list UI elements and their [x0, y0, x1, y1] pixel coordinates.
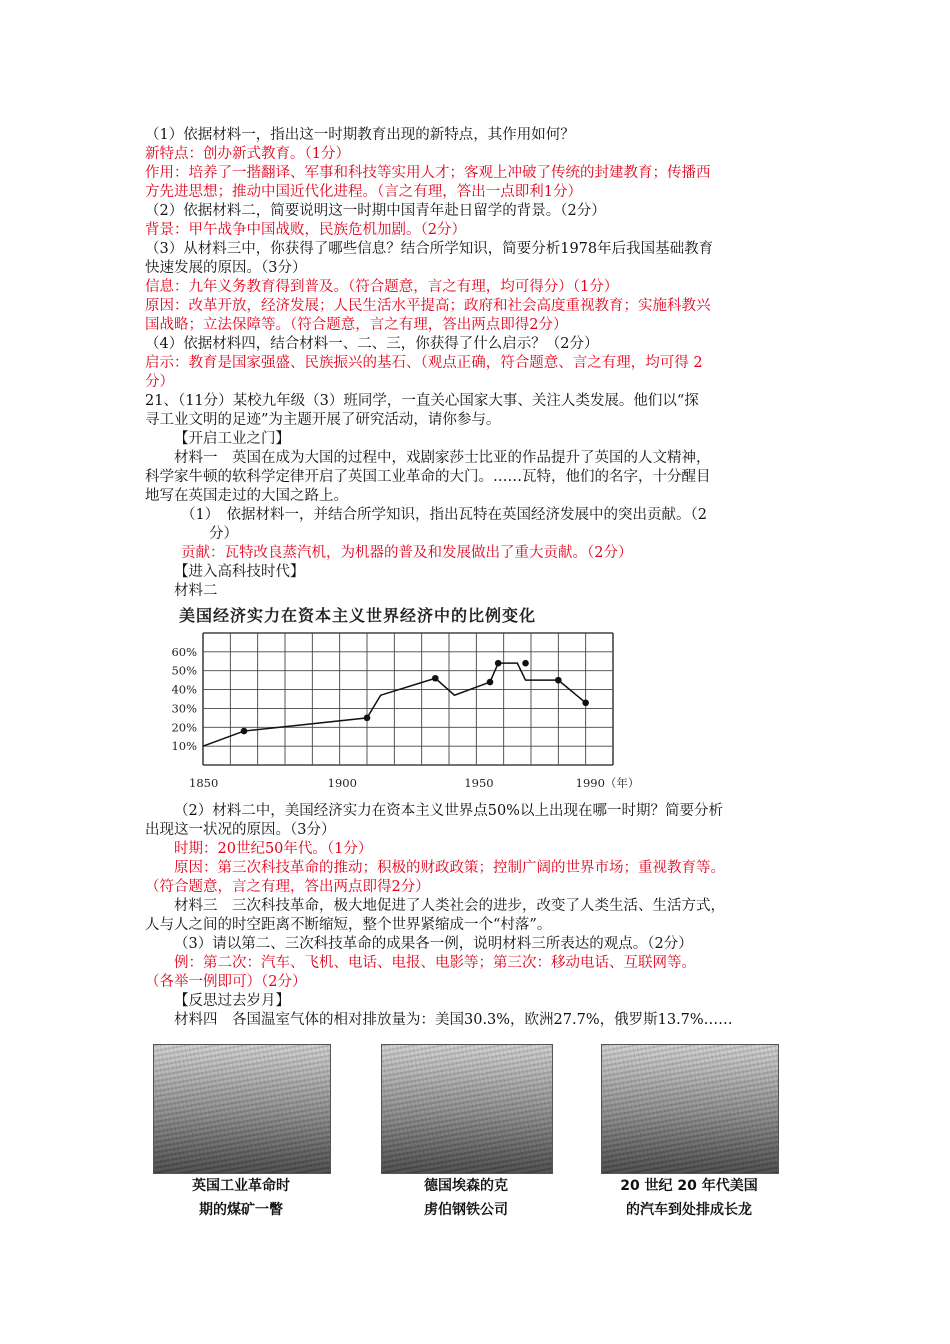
data-point — [364, 715, 371, 722]
x-tick-label: 1990（年） — [575, 776, 640, 790]
answer-insight-2: 分） — [145, 374, 174, 390]
answer-effect-1: 作用：培养了一揩翻译、军事和科技等实用人才；客观上冲破了传统的封建教育；传播西 — [145, 165, 711, 181]
y-tick-label: 60% — [171, 644, 197, 659]
data-point — [487, 679, 494, 686]
y-tick-label: 50% — [171, 663, 197, 678]
answer-information: 信息：九年义务教育得到普及。（符合题意，言之有理，均可得分）（1分） — [145, 279, 619, 295]
car-queue-image — [601, 1044, 779, 1174]
data-point — [495, 660, 502, 667]
photo-caption — [381, 1174, 551, 1222]
question-4-1: （1）依据材料一，指出这一时期教育出现的新特点，其作用如何？ — [145, 127, 575, 143]
caption-line-2: 的汽车到处排成长龙 — [626, 1202, 752, 1218]
answer-period: 时期：20世纪50年代。（1分） — [174, 841, 373, 857]
question-4-3-line2: 快速发展的原因。（3分） — [145, 260, 307, 276]
y-tick-label: 40% — [171, 682, 197, 697]
caption-line-2: 虏伯钢铁公司 — [424, 1202, 508, 1218]
y-tick-label: 20% — [171, 720, 197, 735]
answer-cause-2: （符合题意，言之有理，答出两点即得2分） — [145, 879, 430, 895]
x-tick-label: 1950 — [464, 776, 494, 790]
question-21-3: （3）请以第二、三次科技革命的成果各一例，说明材料三所表达的观点。（2分） — [174, 936, 693, 952]
material-1-line1: 材料一 英国在成为大国的过程中，戏剧家莎士比亚的作品提升了英国的人文精神， — [174, 450, 711, 466]
material-3-line1: 材料三 三次科技革命，极大地促进了人类社会的进步，改变了人类生活、生活方式， — [174, 898, 725, 914]
data-point — [582, 699, 589, 706]
material-3-line2: 人与人之间的时空距离不断缩短，整个世界紧缩成一个“村落”。 — [145, 917, 552, 933]
chart-title: 美国经济实力在资本主义世界经济中的比例变化 — [179, 606, 537, 625]
material-1-line3: 地写在英国走过的大国之路上。 — [145, 488, 348, 504]
question-4-4: （4）依据材料四，结合材料一、二、三，你获得了什么启示？（2分） — [145, 336, 599, 352]
coal-mine-image — [153, 1044, 331, 1174]
question-4-2: （2）依据材料二，简要说明这一时期中国青年赴日留学的背景。（2分） — [145, 203, 606, 219]
answer-insight-1: 启示：教育是国家强盛、民族振兴的基石、（观点正确，符合题意、言之有理，均可得 2 — [145, 355, 703, 371]
answer-effect-2: 方先进思想；推动中国近代化进程。（言之有理，答出一点即利1分） — [145, 184, 582, 200]
photo-caption — [601, 1174, 777, 1222]
answer-example-2: （各举一例即可）（2分） — [145, 974, 307, 990]
answer-new-feature: 新特点：创办新式教育。（1分） — [145, 146, 350, 162]
material-4-photos — [145, 1044, 795, 1224]
y-tick-label: 10% — [171, 739, 197, 754]
material-1-line2: 科学家牛顿的软科学定律开启了英国工业革命的大门。……瓦特，他们的名字，十分醒目 — [145, 469, 711, 485]
caption-line-1: 20 世纪 20 年代美国 — [620, 1178, 758, 1194]
question-21-intro-2: 寻工业文明的足迹”为主题开展了研究活动，请你参与。 — [145, 412, 501, 428]
question-21-intro-1: 21、（11分）某校九年级（3）班同学，一直关心国家大事、关注人类发展。他们以“探 — [145, 393, 699, 409]
us-economy-chart — [157, 603, 640, 799]
photo-british-coal-mine — [153, 1044, 329, 1222]
caption-line-1: 德国埃森的克 — [424, 1178, 508, 1194]
answer-example-1: 例：第二次：汽车、飞机、电话、电报、电影等；第三次：移动电话、互联网等。 — [174, 955, 696, 971]
answer-reason-2: 国战略；立法保障等。（符合题意，言之有理，答出两点即得2分） — [145, 317, 568, 333]
question-21-1-line2: 分） — [209, 526, 238, 542]
material-4-line: 材料四 各国温室气体的相对排放量为：美国30.3%，欧洲27.7%，俄罗斯13.7%…… — [174, 1012, 733, 1028]
section-heading-industry-gate: 【开启工业之门】 — [174, 431, 290, 447]
answer-background: 背景：甲午战争中国战败，民族危机加剧。（2分） — [145, 222, 466, 238]
question-21-2-line2: 出现这一状况的原因。（3分） — [145, 822, 336, 838]
caption-line-2: 期的煤矿一瞥 — [199, 1202, 283, 1218]
data-point — [241, 728, 248, 735]
data-point — [522, 660, 529, 667]
question-4-3-line1: （3）从材料三中，你获得了哪些信息？结合所学知识，简要分析1978年后我国基础教育 — [145, 241, 714, 257]
answer-contribution: 贡献：瓦特改良蒸汽机，为机器的普及和发展做出了重大贡献。（2分） — [181, 545, 633, 561]
answer-cause-1: 原因：第三次科技革命的推动；积极的财政政策；控制广阔的世界市场；重视教育等。 — [174, 860, 725, 876]
photo-caption — [153, 1174, 329, 1222]
section-heading-high-tech: 【进入高科技时代】 — [174, 564, 305, 580]
photo-krupp-steel — [381, 1044, 551, 1222]
data-point — [432, 675, 439, 682]
x-tick-label: 1850 — [189, 776, 219, 790]
data-point — [555, 677, 562, 684]
steel-works-image — [381, 1044, 553, 1174]
answer-reason-1: 原因：改革开放，经济发展；人民生活水平提高；政府和社会高度重视教育；实施科教兴 — [145, 298, 711, 314]
caption-line-1: 英国工业革命时 — [192, 1178, 290, 1194]
material-2-label: 材料二 — [174, 583, 218, 599]
document-body — [145, 126, 815, 1030]
section-heading-reflection: 【反思过去岁月】 — [174, 993, 290, 1009]
x-tick-label: 1900 — [327, 776, 357, 790]
y-tick-label: 30% — [171, 701, 197, 716]
chart-svg — [157, 603, 640, 799]
question-21-2-line1: （2）材料二中，美国经济实力在资本主义世界点50%以上出现在哪一时期？简要分析 — [174, 803, 723, 819]
question-21-1-line1: （1） 依据材料一，并结合所学知识，指出瓦特在英国经济发展中的突出贡献。（2 — [181, 507, 707, 523]
photo-us-car-queue — [601, 1044, 777, 1222]
